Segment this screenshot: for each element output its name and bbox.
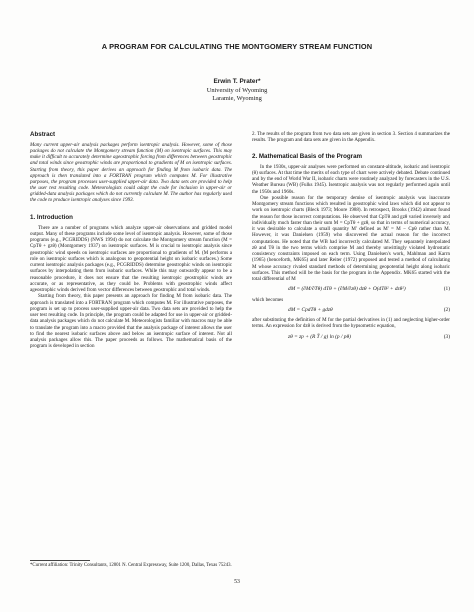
equation-1-number: (1) [443, 286, 450, 293]
right-column [252, 131, 450, 344]
equation-1-expression: dM = (∂M/∂Tθ) dTθ + (∂M/∂zθ) dzθ + O(dTθ² + dzθ²) [288, 286, 406, 293]
affiliation-line-1: University of Wyoming [206, 87, 268, 94]
equation-2 [252, 307, 450, 313]
affiliation-line-2: Laramie, Wyoming [212, 95, 262, 102]
intro-paragraph: Starting from theory, this paper presents an approach for finding M from isobaric data. The approach is translated into a FORTRAN program which computes M. For illustrative purposes, the program is set up to process user-supplied upper-air data. Two data sets are provided to help the user test resulting code. In principle, the program could be adapted for use in upper-air or gridded-data analysis packages which do not calculate M. Meteorologists familiar with macros may be able to translate the program into a macro provided that the analysis package of interest allows the user to find the nearest isobaric surfaces above and below an isentropic surface of interest. Not all analysis packages allow this. The paper proceeds as follows. The mathematical basis of the program is developed in section [30, 293, 232, 350]
equation-3-expression: zθ = zp + (R T̄ / g) ln (p / pθ) [288, 333, 351, 340]
paper-title: A PROGRAM FOR CALCULATING THE MONTGOMERY STREAM FUNCTION [101, 42, 373, 51]
after-equation-text: after substituting the definition of M for the partial derivatives in (1) and neglecting higher-order terms. An expression for dzθ is derived from the hypsometric equation, [252, 317, 450, 330]
equation-2-expression: dM = CpdTθ + gdzθ [288, 306, 333, 313]
introduction-heading: 1. Introduction [30, 213, 73, 221]
intro-paragraph: There are a number of programs which analyze upper-air observations and gridded model output. Many of these programs include some level of isentropic analysis. However, some of those programs (e.g., PCGRIDDS) (NWS 1994) do not calculate the Montgomery stream function (M = CpTθ + gzθ) (Montgomery 1937) on isentropic surfaces. M is crucial to isentropic analysis since geostrophic wind speeds on isentropic surfaces are proportional to gradients of M. (M performs a role on isentropic surfaces which is analogous to geopotential height on isobaric surfaces.) Some current isentropic analysis packages (e.g., PCGRIDDS) determine geostrophic winds on isentropic surfaces by interpolating them from isobaric surfaces. While this may outwardly appear to be a reasonable procedure, it does not ensure that the resulting isentropic geostrophic winds are accurate, or as representative, as they could be. Problems with geostrophic winds affect ageostrophic winds derived from vector differences between geostrophic and total winds. [30, 224, 232, 294]
equation-2-number: (2) [443, 306, 450, 313]
footnote: *Current affiliation: Trinity Consultants, 12801 N. Central Expressway, Suite 1200, Dallas, Texas 75243. [30, 563, 232, 568]
section2-paragraph: In the 1930s, upper-air analyses were performed on constant-altitude, isobaric and isentropic (θ) surfaces. At that time the merits of each type of chart were actively debated. Debate continued and by the end of World War II, isobaric charts were routinely analyzed by forecasters in the U.S. Weather Bureau (WB) (Fulks 1945). Isentropic analysis was not regularly performed again until the 1950s and 1960s. [252, 163, 450, 195]
abstract-heading: Abstract [30, 131, 56, 138]
page-number: 53 [234, 579, 240, 585]
section2-paragraph: One possible reason for the temporary demise of isentropic analysis was inaccurate Montgomery stream functions which resulted in geostrophic wind laws which did not appear to work on isentropic charts (Bleck 1973; Moore 1988). In retrospect, Brooks (1942) almost found the reason for those incorrect computations. He observed that CpTθ and gzθ varied inversely and individually much faster than their sum M = CpTθ + gzθ, so that in terms of numerical accuracy, it was desirable to calculate a small quantity M' defined as M' = M − Cpθ rather than M. However, it was Danielsen (1959) who discovered the actual reason for the incorrect computations. He noted that the WB had incorrectly calculated M. They separately interpolated zθ and Tθ in the two terms which comprise M and thereby unwittingly violated hydrostatic consistency constraints imposed on each term. Using Danielsen's work, Mahlman and Karrn (1965) (henceforth, MK65) and later Reiter (1972) proposed and tested a method of calculating M whose accuracy rivaled standard methods of determining geopotential height along isobaric surfaces. This method will be the basis for the program in the Appendix. MK65 started with the total differential of M [252, 194, 450, 282]
footnote-rule [30, 560, 90, 561]
equation-1 [252, 286, 450, 292]
section2-heading: 2. Mathematical Basis of the Program [252, 152, 363, 160]
author-name: Erwin T. Prater* [213, 78, 261, 85]
abstract-text: Many current upper-air analysis packages perform isentropic analysis. However, some of those packages do not calculate the Montgomery stream function (M) on isentropic surfaces. This may make it difficult to accurately determine ageostrophic forcing from differences between geostrophic and total winds since geostrophic winds are proportional to gradients of M on isentropic surfaces. Starting from theory, this paper derives an approach for finding M from isobaric data. The approach is then translated into a FORTRAN program which computes M. For illustrative purposes, the program processes user-supplied upper-air data. Two data sets are provided to help the user test resulting code. Meteorologists could adapt the code for inclusion in upper-air or gridded-data analysis packages which do not currently calculate M. The author has regularly used the code to produce isentropic analyses since 1993. [30, 142, 232, 204]
left-column [30, 131, 232, 350]
which-becomes-text: which becomes [252, 296, 284, 303]
equation-3 [252, 334, 450, 340]
intro-continuation: 2. The results of the program from two data sets are given in section 3. Section 4 summarizes the results. The program and data sets are given in the Appendix. [252, 131, 450, 144]
equation-3-number: (3) [443, 333, 450, 340]
